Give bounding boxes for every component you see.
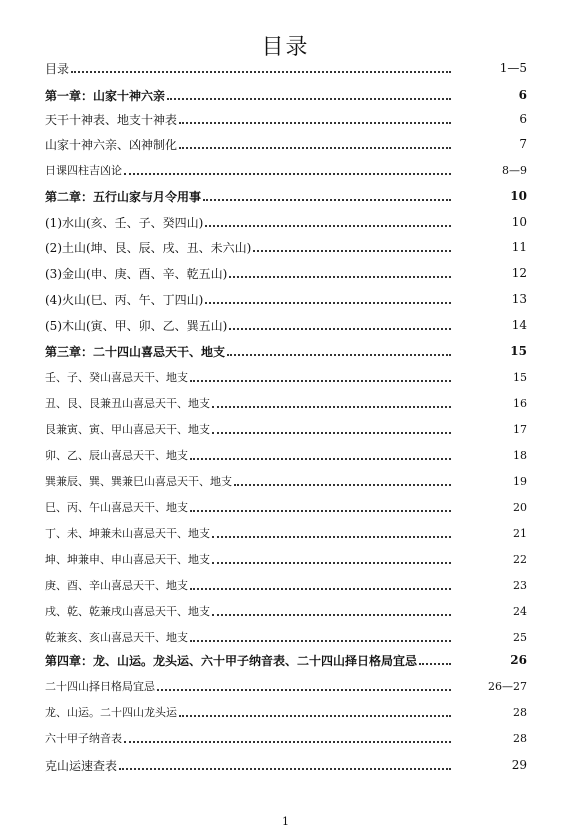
toc-entry-label: 丑、艮、艮兼丑山喜忌天干、地支: [45, 397, 210, 410]
toc-entry-26: [45, 702, 527, 722]
toc-entry-page: 28: [513, 731, 527, 745]
toc-leader-dots: [229, 328, 451, 330]
toc-entry-9: [45, 263, 527, 283]
toc-entry-page: 11: [511, 240, 527, 254]
toc-entry-label: 巽兼辰、巽、巽兼巳山喜忌天干、地支: [45, 475, 232, 488]
toc-leader-dots: [71, 71, 451, 73]
toc-leader-dots: [190, 458, 451, 460]
toc-entry-27: [45, 728, 527, 748]
toc-entry-page: 13: [511, 292, 527, 306]
toc-entry-21: [45, 575, 527, 595]
toc-leader-dots: [203, 199, 451, 201]
toc-entry-17: [45, 471, 527, 491]
toc-entry-page: 23: [513, 578, 527, 592]
toc-leader-dots: [157, 689, 451, 691]
toc-entry-3: [45, 109, 527, 129]
toc-entry-11: [45, 315, 527, 335]
toc-leader-dots: [179, 715, 451, 717]
toc-leader-dots: [190, 588, 451, 590]
toc-entry-page: 29: [511, 758, 527, 772]
toc-entry-8: [45, 237, 527, 257]
toc-leader-dots: [234, 484, 451, 486]
toc-chapter-3: [45, 341, 527, 361]
toc-entry-label: 目录: [45, 61, 70, 76]
toc-entry-7: [45, 212, 527, 232]
toc-entry-label: 日课四柱吉凶论: [45, 164, 122, 177]
toc-entry-1: [45, 58, 527, 78]
toc-leader-dots: [179, 122, 451, 124]
toc-leader-dots: [212, 614, 451, 616]
toc-entry-label: 山家十神六亲、凶神制化: [45, 137, 178, 152]
toc-entry-20: [45, 549, 527, 569]
toc-entry-page: 10: [511, 215, 527, 229]
toc-entry-page: 15: [510, 344, 527, 358]
toc-entry-10: [45, 289, 527, 309]
page-title: 目录: [261, 35, 310, 60]
toc-leader-dots: [124, 173, 451, 175]
toc-entry-page: 17: [513, 422, 527, 436]
toc-entry-label: 二十四山择日格局宜忌: [45, 680, 155, 693]
toc-leader-dots: [190, 510, 451, 512]
toc-entry-page: 26—27: [488, 679, 527, 693]
toc-leader-dots: [419, 663, 451, 665]
toc-leader-dots: [212, 536, 451, 538]
toc-entry-page: 20: [513, 500, 527, 514]
toc-entry-14: [45, 393, 527, 413]
toc-entry-page: 8—9: [502, 163, 527, 177]
toc-entry-label: 艮兼寅、寅、甲山喜忌天干、地支: [45, 423, 210, 436]
toc-entry-page: 18: [513, 448, 527, 462]
toc-leader-dots: [205, 225, 451, 227]
toc-entry-label: (5)木山(寅、甲、卯、乙、巽五山): [45, 318, 228, 333]
toc-entry-label: 坤、坤兼申、申山喜忌天干、地支: [45, 553, 210, 566]
toc-entry-15: [45, 419, 527, 439]
toc-entry-label: 天干十神表、地支十神表: [45, 112, 178, 127]
toc-entry-25: [45, 676, 527, 696]
toc-entry-13: [45, 367, 527, 387]
toc-entry-label: (2)土山(坤、艮、辰、戌、丑、未六山): [45, 240, 252, 255]
toc-leader-dots: [190, 640, 451, 642]
toc-entry-label: 丁、未、坤兼未山喜忌天干、地支: [45, 527, 210, 540]
toc-entry-page: 24: [513, 604, 527, 618]
toc-entry-label: 克山运速查表: [45, 758, 118, 773]
toc-entry-page: 15: [513, 370, 527, 384]
toc-entry-label: 龙、山运。二十四山龙头运: [45, 706, 177, 719]
toc-entry-page: 6: [519, 112, 527, 126]
toc-entry-label: (4)火山(巳、丙、午、丁四山): [45, 292, 204, 307]
toc-chapter-1: [45, 85, 527, 105]
toc-entry-label: 戌、乾、乾兼戌山喜忌天干、地支: [45, 605, 210, 618]
toc-entry-page: 7: [519, 137, 527, 151]
toc-entry-label: 卯、乙、辰山喜忌天干、地支: [45, 449, 188, 462]
toc-leader-dots: [229, 276, 451, 278]
toc-entry-16: [45, 445, 527, 465]
toc-entry-18: [45, 497, 527, 517]
toc-entry-page: 22: [513, 552, 527, 566]
toc-entry-label: (1)水山(亥、壬、子、癸四山): [45, 215, 204, 230]
toc-entry-page: 10: [510, 189, 527, 203]
toc-entry-19: [45, 523, 527, 543]
toc-entry-5: [45, 160, 527, 180]
page-number: 1: [282, 815, 289, 828]
toc-entry-page: 12: [511, 266, 527, 280]
toc-leader-dots: [179, 147, 451, 149]
toc-chapter-4: [45, 650, 527, 670]
toc-entry-label: 六十甲子纳音表: [45, 732, 122, 745]
toc-entry-page: 6: [518, 88, 527, 102]
toc-entry-label: 乾兼亥、亥山喜忌天干、地支: [45, 631, 188, 644]
toc-entry-label: 第三章：二十四山喜忌天干、地支: [45, 344, 226, 359]
toc-entry-label: 巳、丙、午山喜忌天干、地支: [45, 501, 188, 514]
toc-entry-page: 21: [513, 526, 527, 540]
toc-leader-dots: [124, 741, 451, 743]
toc-leader-dots: [190, 380, 451, 382]
toc-entry-28: [45, 755, 527, 775]
toc-entry-page: 14: [511, 318, 527, 332]
toc-leader-dots: [212, 562, 451, 564]
toc-entry-label: 第一章：山家十神六亲: [45, 88, 166, 103]
toc-entry-page: 1—5: [499, 61, 527, 75]
toc-entry-page: 16: [513, 396, 527, 410]
toc-entry-page: 19: [513, 474, 527, 488]
toc-entry-page: 25: [513, 630, 527, 644]
toc-entry-page: 28: [513, 705, 527, 719]
toc-leader-dots: [227, 354, 451, 356]
toc-leader-dots: [205, 302, 451, 304]
toc-leader-dots: [212, 406, 451, 408]
toc-entry-label: 第二章：五行山家与月令用事: [45, 189, 202, 204]
toc-entry-label: 壬、子、癸山喜忌天干、地支: [45, 371, 188, 384]
toc-entry-label: 第四章：龙、山运。龙头运、六十甲子纳音表、二十四山择日格局宜忌: [45, 653, 418, 668]
toc-entry-23: [45, 627, 527, 647]
toc-entry-page: 26: [510, 653, 527, 667]
toc-leader-dots: [212, 432, 451, 434]
toc-chapter-2: [45, 186, 527, 206]
toc-entry-label: (3)金山(申、庚、酉、辛、乾五山): [45, 266, 228, 281]
toc-leader-dots: [119, 768, 451, 770]
toc-entry-4: [45, 134, 527, 154]
toc-leader-dots: [253, 250, 451, 252]
toc-entry-label: 庚、酉、辛山喜忌天干、地支: [45, 579, 188, 592]
toc-leader-dots: [167, 98, 451, 100]
toc-entry-22: [45, 601, 527, 621]
